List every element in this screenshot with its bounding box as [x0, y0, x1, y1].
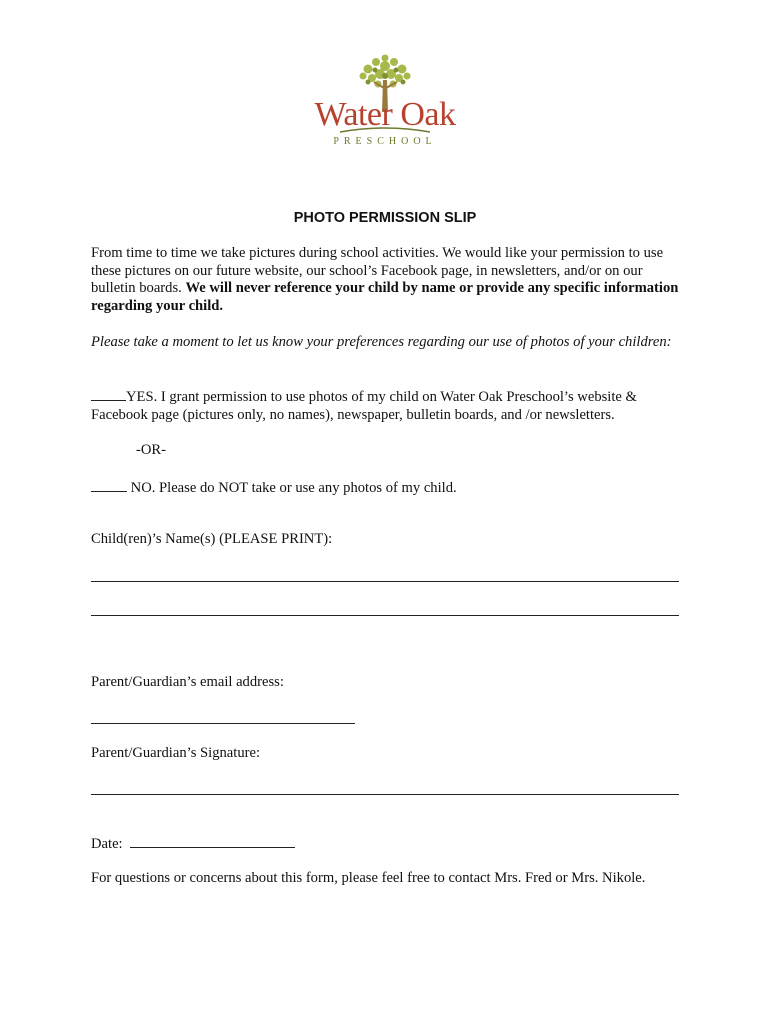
yes-option-text: YES. I grant permission to use photos of my child on Water Oak Preschool’s website & Facebook page (pictures only, no names), newspaper, bulletin boards, and /or newsletters.	[91, 389, 637, 423]
logo-wordmark: Water Oak	[314, 96, 456, 133]
email-line[interactable]	[91, 723, 355, 724]
no-option	[91, 478, 686, 498]
preference-prompt: Please take a moment to let us know your preferences regarding our use of photos of your children:	[91, 334, 672, 350]
or-separator: -OR-	[136, 442, 166, 458]
intro-paragraph	[91, 245, 686, 315]
no-blank[interactable]	[91, 478, 127, 492]
contact-note: For questions or concerns about this form, please feel free to contact Mrs. Fred or Mrs. Nikole.	[91, 870, 646, 886]
school-logo	[300, 52, 470, 156]
no-option-text: NO. Please do NOT take or use any photos of my child.	[127, 480, 457, 496]
email-label: Parent/Guardian’s email address:	[91, 674, 284, 690]
date-blank[interactable]	[130, 834, 295, 848]
children-names-line-1[interactable]	[91, 581, 679, 582]
yes-option	[91, 387, 686, 424]
logo-subtitle: PRESCHOOL	[333, 136, 437, 147]
date-row	[91, 834, 686, 854]
intro-bold-text: We will never reference your child by name or provide any specific information regarding your child.	[91, 280, 679, 314]
yes-blank[interactable]	[91, 387, 126, 401]
form-title: PHOTO PERMISSION SLIP	[293, 210, 477, 226]
intro-text: From time to time we take pictures during school activities. We would like your permission to use these pictures on our future website, our school’s Facebook page, in newsletters, and/or on our bulletin boards.	[91, 245, 664, 297]
signature-line[interactable]	[91, 794, 679, 795]
date-label: Date:	[91, 836, 123, 852]
signature-label: Parent/Guardian’s Signature:	[91, 745, 261, 761]
children-names-line-2[interactable]	[91, 615, 679, 616]
children-names-label: Child(ren)’s Name(s) (PLEASE PRINT):	[91, 531, 333, 547]
